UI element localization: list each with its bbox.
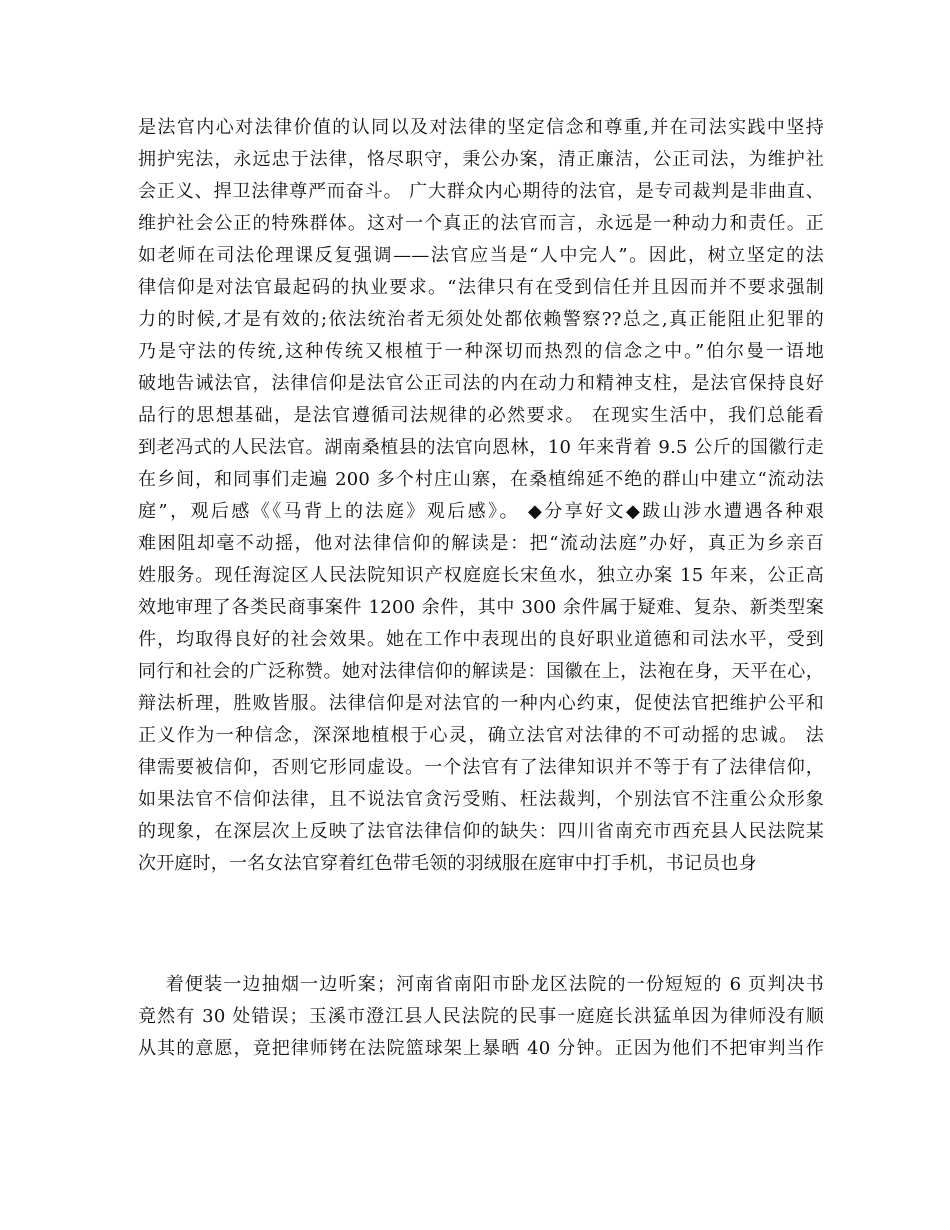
text-line: 从其的意愿，竟把律师铐在法院篮球架上暴晒 40 分钟。正因为他们不把审判当作: [138, 1038, 824, 1059]
text-line: 的现象，在深层次上反映了法官法律信仰的缺失：四川省南充市西充县人民法院某: [138, 821, 824, 842]
text-line: 律需要被信仰，否则它形同虚设。一个法官有了法律知识并不等于有了法律信仰，: [138, 757, 824, 778]
text-line: 如老师在司法伦理课反复强调——法官应当是“人中完人”。因此，树立坚定的法: [138, 245, 824, 266]
text-line: 会正义、捍卫法律尊严而奋斗。 广大群众内心期待的法官，是专司裁判是非曲直、: [138, 181, 824, 202]
text-line: 如果法官不信仰法律，且不说法官贪污受贿、枉法裁判，个别法官不注重公众形象: [138, 789, 824, 810]
text-line: 维护社会公正的特殊群体。这对一个真正的法官而言，永远是一种动力和责任。正: [138, 213, 824, 234]
text-line: 乃是守法的传统,这种传统又根植于一种深切而热烈的信念之中。”伯尔曼一语地: [138, 341, 824, 362]
text-line: 品行的思想基础，是法官遵循司法规律的必然要求。 在现实生活中，我们总能看: [138, 405, 824, 426]
text-line: 件，均取得良好的社会效果。她在工作中表现出的良好职业道德和司法水平，受到: [138, 629, 824, 650]
text-line: 是法官内心对法律价值的认同以及对法律的坚定信念和尊重,并在司法实践中坚持: [138, 117, 824, 138]
text-line: 难困阻却毫不动摇，他对法律信仰的解读是：把“流动法庭”办好，真正为乡亲百: [138, 533, 824, 554]
text-line: 次开庭时，一名女法官穿着红色带毛领的羽绒服在庭审中打手机，书记员也身: [138, 853, 757, 874]
text-line: 着便装一边抽烟一边听案；河南省南阳市卧龙区法院的一份短短的 6 页判决书: [138, 974, 824, 995]
body-paragraph-1: [138, 112, 824, 880]
text-line: 在乡间，和同事们走遍 200 多个村庄山寨，在桑植绵延不绝的群山中建立“流动法: [138, 469, 824, 490]
text-line: 辩法析理，胜败皆服。法律信仰是对法官的一种内心约束，促使法官把维护公平和: [138, 693, 824, 714]
body-paragraph-2: [138, 969, 824, 1065]
text-line: 同行和社会的广泛称赞。她对法律信仰的解读是：国徽在上，法袍在身，天平在心，: [138, 661, 824, 682]
text-line: 竟然有 30 处错误；玉溪市澄江县人民法院的民事一庭庭长洪猛单因为律师没有顺: [138, 1006, 824, 1027]
text-line: 力的时候,才是有效的;依法统治者无须处处都依赖警察??总之,真正能阻止犯罪的: [138, 309, 824, 330]
text-line: 破地告诫法官，法律信仰是法官公正司法的内在动力和精神支柱，是法官保持良好: [138, 373, 824, 394]
text-line: 姓服务。现任海淀区人民法院知识产权庭庭长宋鱼水，独立办案 15 年来，公正高: [138, 565, 824, 586]
text-line: 拥护宪法，永远忠于法律，恪尽职守，秉公办案，清正廉洁，公正司法，为维护社: [138, 149, 824, 170]
text-line: 效地审理了各类民商事案件 1200 余件，其中 300 余件属于疑难、复杂、新类型案: [138, 597, 824, 618]
text-line: 正义作为一种信念，深深地植根于心灵，确立法官对法律的不可动摇的忠诚。 法: [138, 725, 824, 746]
text-line: 到老冯式的人民法官。湖南桑植县的法官向恩林，10 年来背着 9.5 公斤的国徽行走: [138, 437, 824, 458]
text-line: 律信仰是对法官最起码的执业要求。“法律只有在受到信任并且因而并不要求强制: [138, 277, 824, 298]
text-line: 庭”，观后感《《马背上的法庭》观后感》。 ◆分享好文◆跋山涉水遭遇各种艰: [138, 501, 824, 522]
